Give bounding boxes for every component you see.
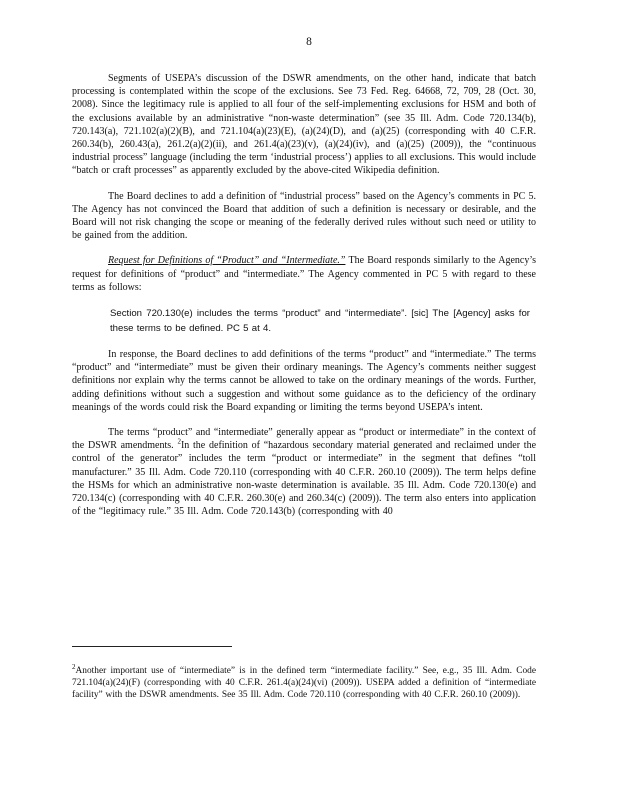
paragraph-response: In response, the Board declines to add definitions of the terms “product” and “intermediate.” The terms “product” and “intermediate” must be given their ordinary meanings. The Agency’s comments neither suggest definitions nor explain why the terms cannot be allowed to take on the ordinary meanings of the words. Further, adding definitions without such a suggestion and without some guidance as to the deficiency of the ordinary meanings of the words could risk the Board expanding or limiting the terms beyond USEPA’s intent.	[72, 349, 536, 413]
paragraph-batch-processing: Segments of USEPA’s discussion of the DSWR amendments, on the other hand, indicate that batch processing is contemplated within the scope of the exclusions. See 73 Fed. Reg. 64668, 72, 709, 28 (Oct. 30, 2008). Since the legitimacy rule is applied to all four of the self-implementing exclusions for HSM and both of the exclusions available by an administrative “non-waste determination” (see 35 Ill. Adm. Code 720.134(b), 720.143(a), 721.102(a)(2)(B), and 721.104(a)(23)(E), (a)(24)(D), and (a)(25) (corresponding with 40 C.F.R. 260.34(b), 260.43(a), 261.2(a)(2)(ii), and 261.4(a)(23)(v), (a)(24)(iv), and (a)(25) (2009)), the “continuous industrial process” language (including the term ‘industrial process’) applies to all exclusions. This would include “batch or craft processes” as apparently excluded by the above-cited Wikipedia definition.	[72, 73, 536, 177]
paragraph-text: In the definition of “hazardous secondary material generated and reclaimed under the control of the generator” includes the term “product or intermediate” in the segment that defines “toll manufacturer.” 35 Ill. Adm. Code 720.110 (corresponding with 40 C.F.R. 260.10 (2009)). The term helps define the HSMs for which an administrative non-waste determination is available. 35 Ill. Adm. Code 720.130(e) and 720.134(c) (corresponding with 40 C.F.R. 260.30(e) and 260.34(c) (2009)). The term also enters into application of the “legitimacy rule.” 35 Ill. Adm. Code 720.143(b) (corresponding with 40	[72, 440, 537, 518]
footnote-divider	[72, 646, 232, 647]
paragraph-context	[72, 426, 536, 518]
footnote	[72, 662, 536, 701]
section-heading: Request for Definitions of “Product” and “Intermediate.”	[108, 255, 346, 267]
footnote-text: Another important use of “intermediate” is in the defined term “intermediate facility.” See, e.g., 35 Ill. Adm. Code 721.104(a)(24)(F) (corresponding with 40 C.F.R. 261.4(a)(24)(vi) (2009)). USEPA added a definition of “intermediate facility” with the DSWR amendments. See 35 Ill. Adm. Code 720.110 (corresponding with 40 C.F.R. 260.10 (2009)).	[72, 666, 536, 700]
paragraph-industrial-process: The Board declines to add a definition of “industrial process” based on the Agency’s comments in PC 5. The Agency has not convinced the Board that addition of such a definition is necessary or desirable, and the Board will not risk changing the scope or meaning of the federally derived rules without such need or utility to be gained from the addition.	[72, 190, 536, 242]
body-text	[72, 72, 536, 530]
paragraph-text: The Board responds similarly to the Agency’s request for definitions of “product” and “intermediate.” The Agency commented in PC 5 with regard to these terms as follows:	[72, 255, 536, 293]
footnote-number: 2	[72, 662, 76, 671]
paragraph-request-definitions	[72, 254, 536, 294]
paragraph-text: The terms “product” and “intermediate” generally appear as “product or intermediate” in the context of the DSWR amendments.	[72, 427, 536, 452]
page-number: 8	[306, 36, 312, 48]
footnote-ref: 2	[177, 437, 181, 446]
block-quote: Section 720.130(e) includes the terms “product” and “intermediate”. [sic] The [Agency] asks for these terms to be defined. PC 5 at 4.	[110, 308, 530, 335]
